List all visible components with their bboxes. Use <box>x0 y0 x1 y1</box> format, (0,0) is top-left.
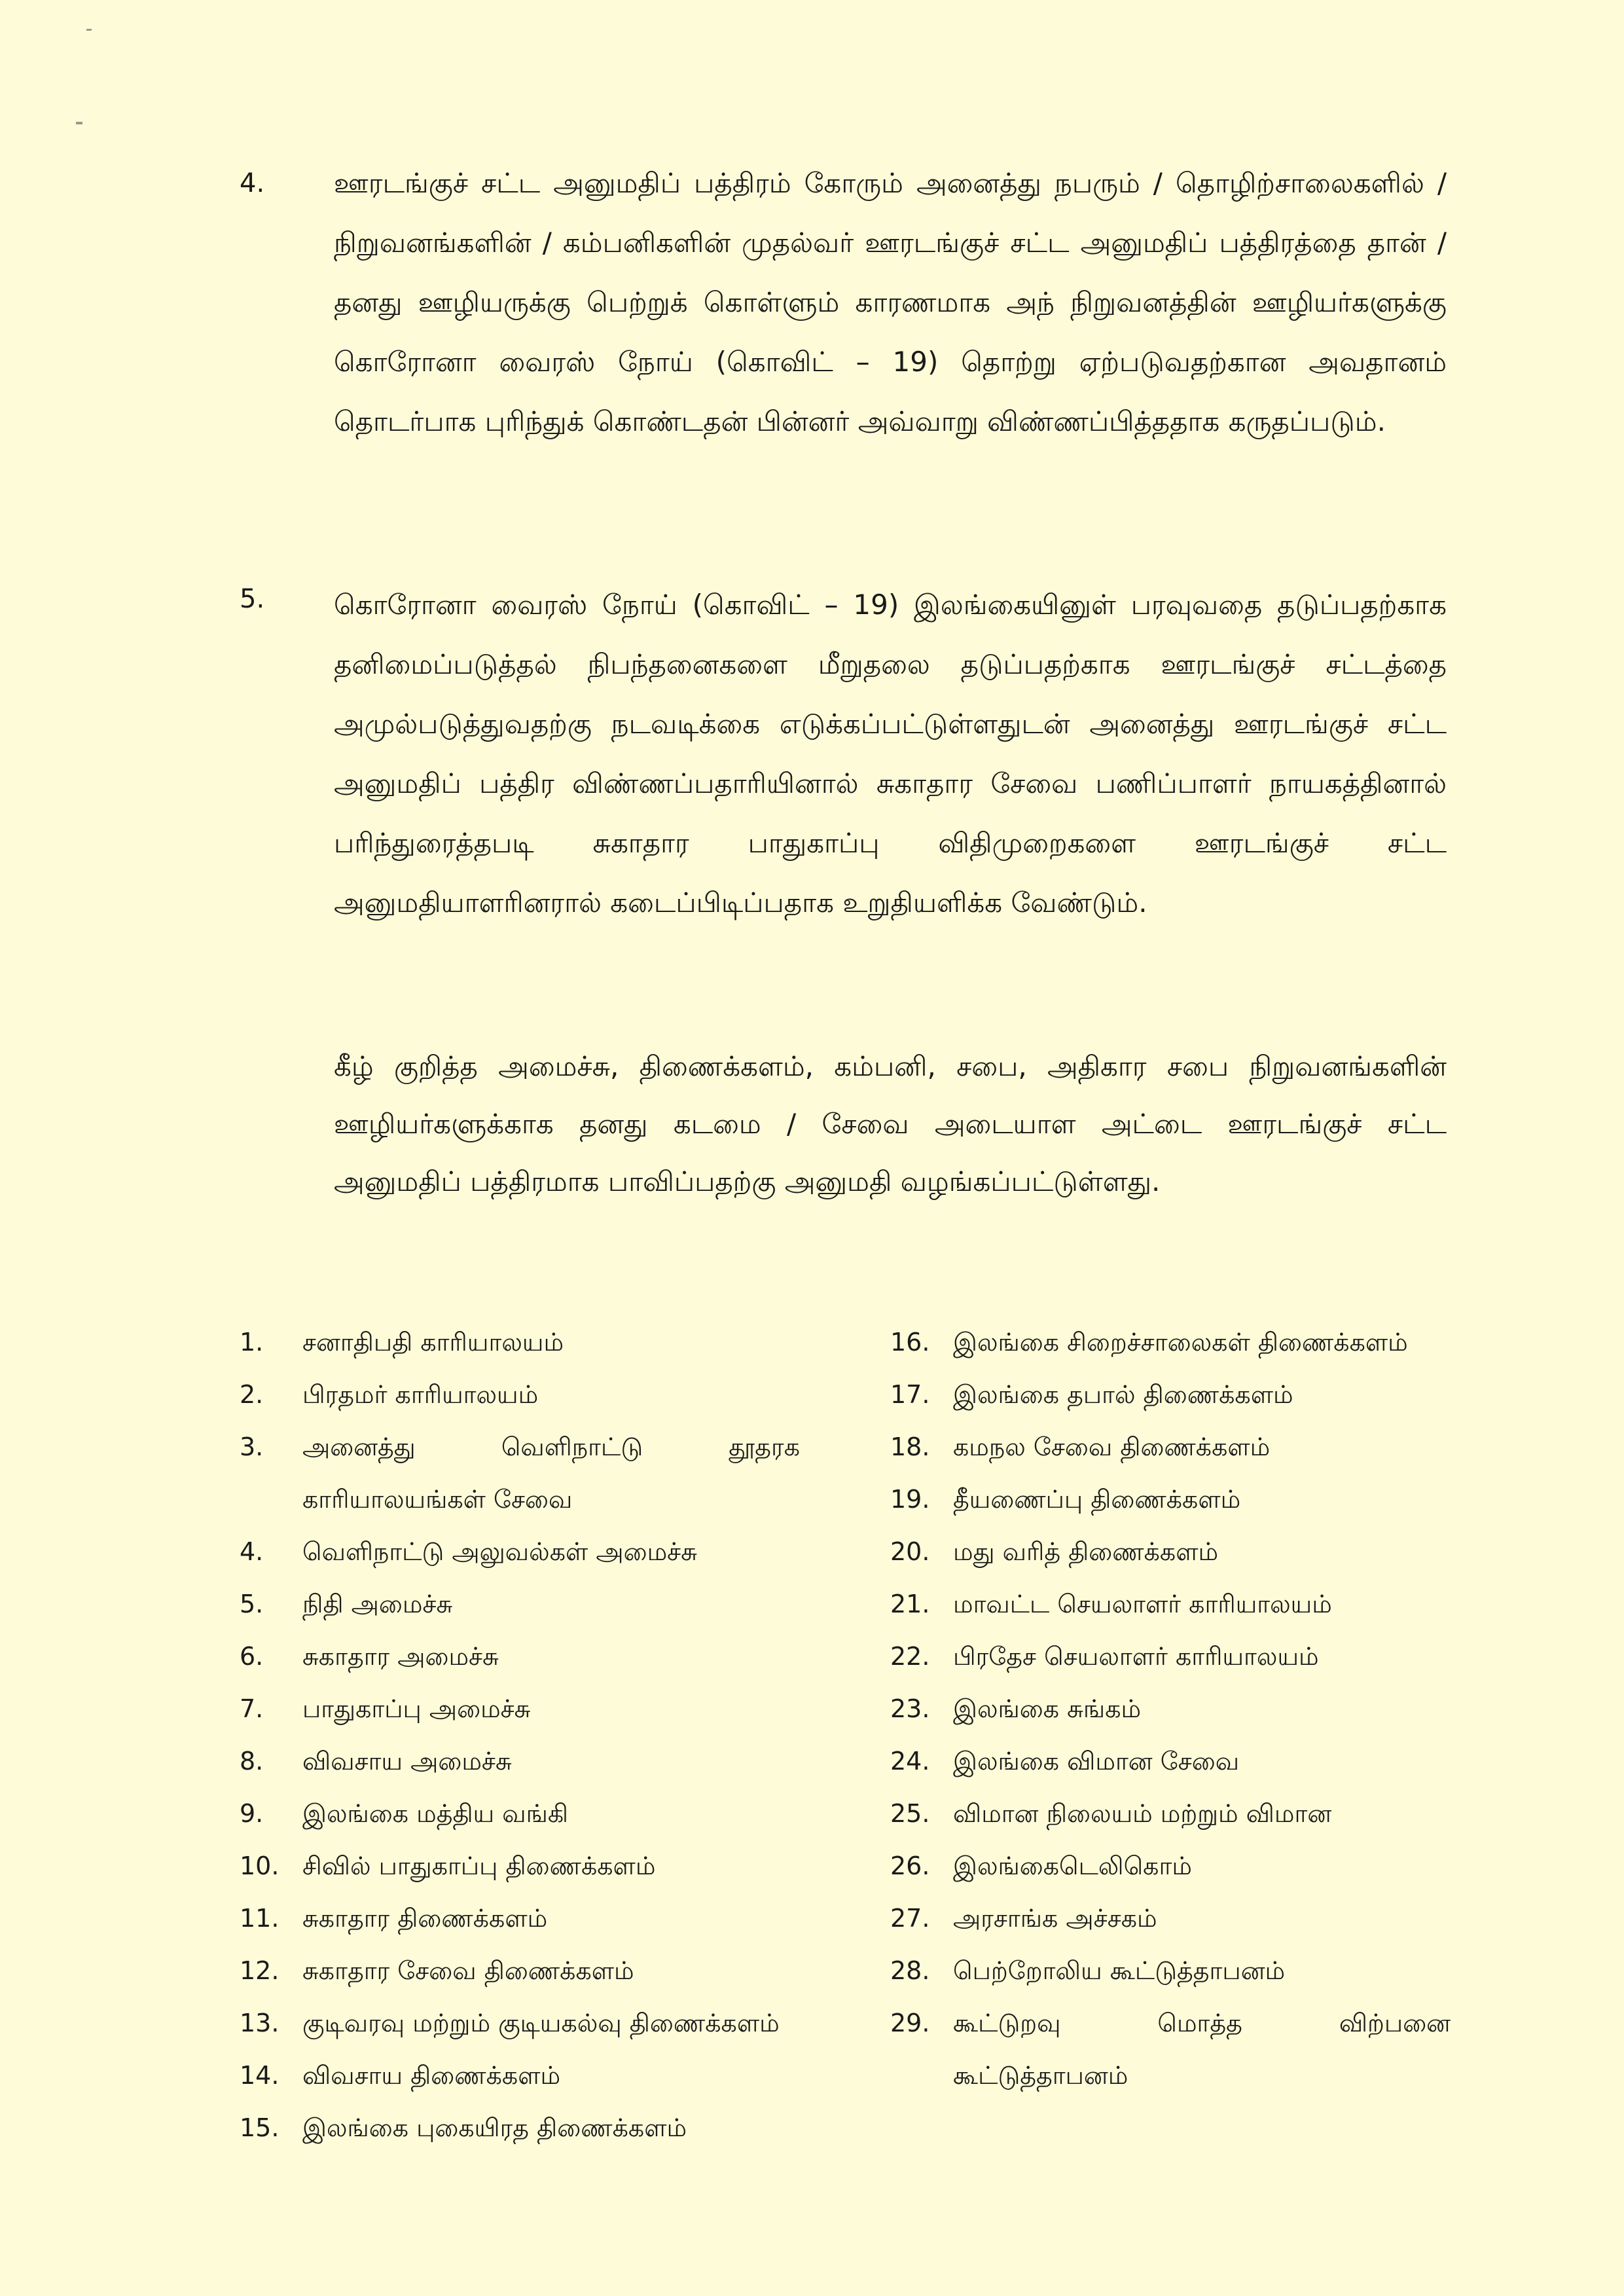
list-item <box>240 1787 816 1840</box>
list-item-label: அரசாங்க அச்சகம் <box>953 1904 1157 1933</box>
list-item <box>240 1735 816 1787</box>
list-item-number: 6. <box>240 1642 264 1671</box>
list-item-number: 5. <box>240 1590 264 1618</box>
list-item-label: நிதி அமைச்சு <box>302 1590 453 1618</box>
list-item <box>240 1840 816 1892</box>
institution-list-left <box>240 1316 816 2154</box>
list-item-number: 2. <box>240 1380 264 1409</box>
list-item <box>890 1578 1466 1630</box>
list-item-label: விவசாய திணைக்களம் <box>302 2061 561 2090</box>
list-item <box>890 1316 1466 1368</box>
list-item-number: 25. <box>890 1799 930 1828</box>
list-item-number: 28. <box>890 1956 930 1985</box>
list-item-label: பிரதேச செயலாளர் காரியாலயம் <box>953 1642 1319 1671</box>
scan-speck <box>76 122 82 124</box>
list-item <box>890 1997 1466 2102</box>
list-item <box>240 1630 816 1683</box>
list-item <box>890 1525 1466 1578</box>
list-item-label: மது வரித் திணைக்களம் <box>953 1537 1219 1566</box>
list-item-label: இலங்கை புகையிரத திணைக்களம் <box>302 2113 687 2142</box>
list-item-label: விவசாய அமைச்சு <box>302 1747 512 1776</box>
list-item <box>890 1421 1466 1473</box>
list-item-label: சனாதிபதி காரியாலயம் <box>302 1328 564 1357</box>
list-item-number: 16. <box>890 1328 930 1357</box>
list-item <box>890 1944 1466 1997</box>
list-item <box>240 1892 816 1944</box>
list-item-label: பாதுகாப்பு அமைச்சு <box>302 1694 531 1723</box>
paragraph-intro-list-text: கீழ் குறித்த அமைச்சு, திணைக்களம், கம்பனி, சபை, அதிகார சபை நிறுவனங்களின் ஊழியர்களுக்காக தனது கடமை / சேவை அடையாள அட்டை ஊரடங்குச் சட்ட அனுமதிப் பத்திரமாக பாவிப்பதற்கு அனுமதி வழங்கப்பட்டுள்ளது. <box>334 1050 1447 1197</box>
list-item <box>240 1368 816 1421</box>
list-item <box>890 1683 1466 1735</box>
list-item <box>890 1892 1466 1944</box>
list-item <box>890 1368 1466 1421</box>
list-item <box>240 1421 816 1525</box>
list-item-number: 20. <box>890 1537 930 1566</box>
list-item <box>240 1944 816 1997</box>
list-item-number: 27. <box>890 1904 930 1933</box>
list-item-number: 14. <box>240 2061 280 2090</box>
list-item-label: வெளிநாட்டு அலுவல்கள் அமைச்சு <box>302 1537 697 1566</box>
list-item-number: 23. <box>890 1694 930 1723</box>
list-item-number: 19. <box>890 1485 930 1514</box>
list-item-label: கூட்டுறவு மொத்த விற்பனை கூட்டுத்தாபனம் <box>953 2009 1451 2090</box>
list-item-number: 17. <box>890 1380 930 1409</box>
paragraph-4-text: ஊரடங்குச் சட்ட அனுமதிப் பத்திரம் கோரும் அனைத்து நபரும் / தொழிற்சாலைகளில் / நிறுவனங்களின் / கம்பனிகளின் முதல்வர் ஊரடங்குச் சட்ட அனுமதிப் பத்திரத்தை தான் / தனது ஊழியருக்கு பெற்றுக் கொள்ளும் காரணமாக அந் நிறுவனத்தின் ஊழியர்களுக்கு கொரோனா வைரஸ் நோய் (கொவிட் – 19) தொற்று ஏற்படுவதற்கான அவதானம் தொடர்பாக புரிந்துக் கொண்டதன் பின்னர் அவ்வாறு விண்ணப்பித்ததாக கருதப்படும். <box>334 167 1447 437</box>
list-item-label: சுகாதார திணைக்களம் <box>302 1904 548 1933</box>
list-item <box>240 1525 816 1578</box>
list-item-number: 22. <box>890 1642 930 1671</box>
list-item-number: 12. <box>240 1956 280 1985</box>
list-item <box>240 1683 816 1735</box>
list-item-label: கமநல சேவை திணைக்களம் <box>953 1432 1271 1461</box>
list-item <box>240 1316 816 1368</box>
list-item-number: 7. <box>240 1694 264 1723</box>
list-item <box>240 1578 816 1630</box>
list-item <box>890 1840 1466 1892</box>
list-item <box>240 1997 816 2049</box>
list-item-number: 4. <box>240 1537 264 1566</box>
list-item-number: 11. <box>240 1904 280 1933</box>
list-item-label: இலங்கை மத்திய வங்கி <box>302 1799 569 1828</box>
list-item-number: 9. <box>240 1799 264 1828</box>
list-item-label: தீயணைப்பு திணைக்களம் <box>953 1485 1241 1514</box>
list-item-number: 18. <box>890 1432 930 1461</box>
list-item-label: இலங்கை தபால் திணைக்களம் <box>953 1380 1293 1409</box>
list-item-number: 24. <box>890 1747 930 1776</box>
paragraph-number: 4. <box>240 168 265 198</box>
list-item <box>240 2102 816 2154</box>
list-item-label: இலங்கைடெலிகொம் <box>953 1851 1192 1880</box>
list-item-label: சிவில் பாதுகாப்பு திணைக்களம் <box>302 1851 656 1880</box>
list-item-number: 13. <box>240 2009 280 2037</box>
institution-list-right <box>890 1316 1466 2102</box>
list-item-label: இலங்கை சுங்கம் <box>953 1694 1142 1723</box>
list-item-number: 15. <box>240 2113 280 2142</box>
list-item <box>240 2049 816 2102</box>
list-item-label: அனைத்து வெளிநாட்டு தூதரக காரியாலயங்கள் சேவை <box>302 1432 800 1514</box>
list-item-label: இலங்கை விமான சேவை <box>953 1747 1240 1776</box>
paragraph-5-text: கொரோனா வைரஸ் நோய் (கொவிட் – 19) இலங்கையினுள் பரவுவதை தடுப்பதற்காக தனிமைப்படுத்தல் நிபந்தனைகளை மீறுதலை தடுப்பதற்காக ஊரடங்குச் சட்டத்தை அமுல்படுத்துவதற்கு நடவடிக்கை எடுக்கப்பட்டுள்ளதுடன் அனைத்து ஊரடங்குச் சட்ட அனுமதிப் பத்திர விண்ணப்பதாரியினால் சுகாதார சேவை பணிப்பாளர் நாயகத்தினால் பரிந்துரைத்தபடி சுகாதார பாதுகாப்பு விதிமுறைகளை ஊரடங்குச் சட்ட அனுமதியாளரினரால் கடைப்பிடிப்பதாக உறுதியளிக்க வேண்டும். <box>334 589 1447 919</box>
list-item-label: விமான நிலையம் மற்றும் விமான <box>953 1799 1332 1828</box>
list-item-number: 29. <box>890 2009 930 2037</box>
list-item <box>890 1787 1466 1840</box>
paragraph-number: 5. <box>240 584 265 614</box>
list-item-label: இலங்கை சிறைச்சாலைகள் திணைக்களம் <box>953 1328 1408 1357</box>
list-item-label: பெற்றோலிய கூட்டுத்தாபனம் <box>953 1956 1286 1985</box>
list-item-label: சுகாதார அமைச்சு <box>302 1642 499 1671</box>
list-item-label: குடிவரவு மற்றும் குடியகல்வு திணைக்களம் <box>302 2009 780 2037</box>
list-item-number: 1. <box>240 1328 264 1357</box>
list-item-number: 10. <box>240 1851 280 1880</box>
list-item-number: 8. <box>240 1747 264 1776</box>
list-item-number: 3. <box>240 1432 264 1461</box>
list-item-label: சுகாதார சேவை திணைக்களம் <box>302 1956 634 1985</box>
list-item-label: பிரதமர் காரியாலயம் <box>302 1380 539 1409</box>
list-item <box>890 1735 1466 1787</box>
list-item <box>890 1630 1466 1683</box>
list-item-label: மாவட்ட செயலாளர் காரியாலயம் <box>953 1590 1332 1618</box>
scan-speck <box>86 29 92 31</box>
list-item <box>890 1473 1466 1525</box>
list-item-number: 21. <box>890 1590 930 1618</box>
list-item-number: 26. <box>890 1851 930 1880</box>
